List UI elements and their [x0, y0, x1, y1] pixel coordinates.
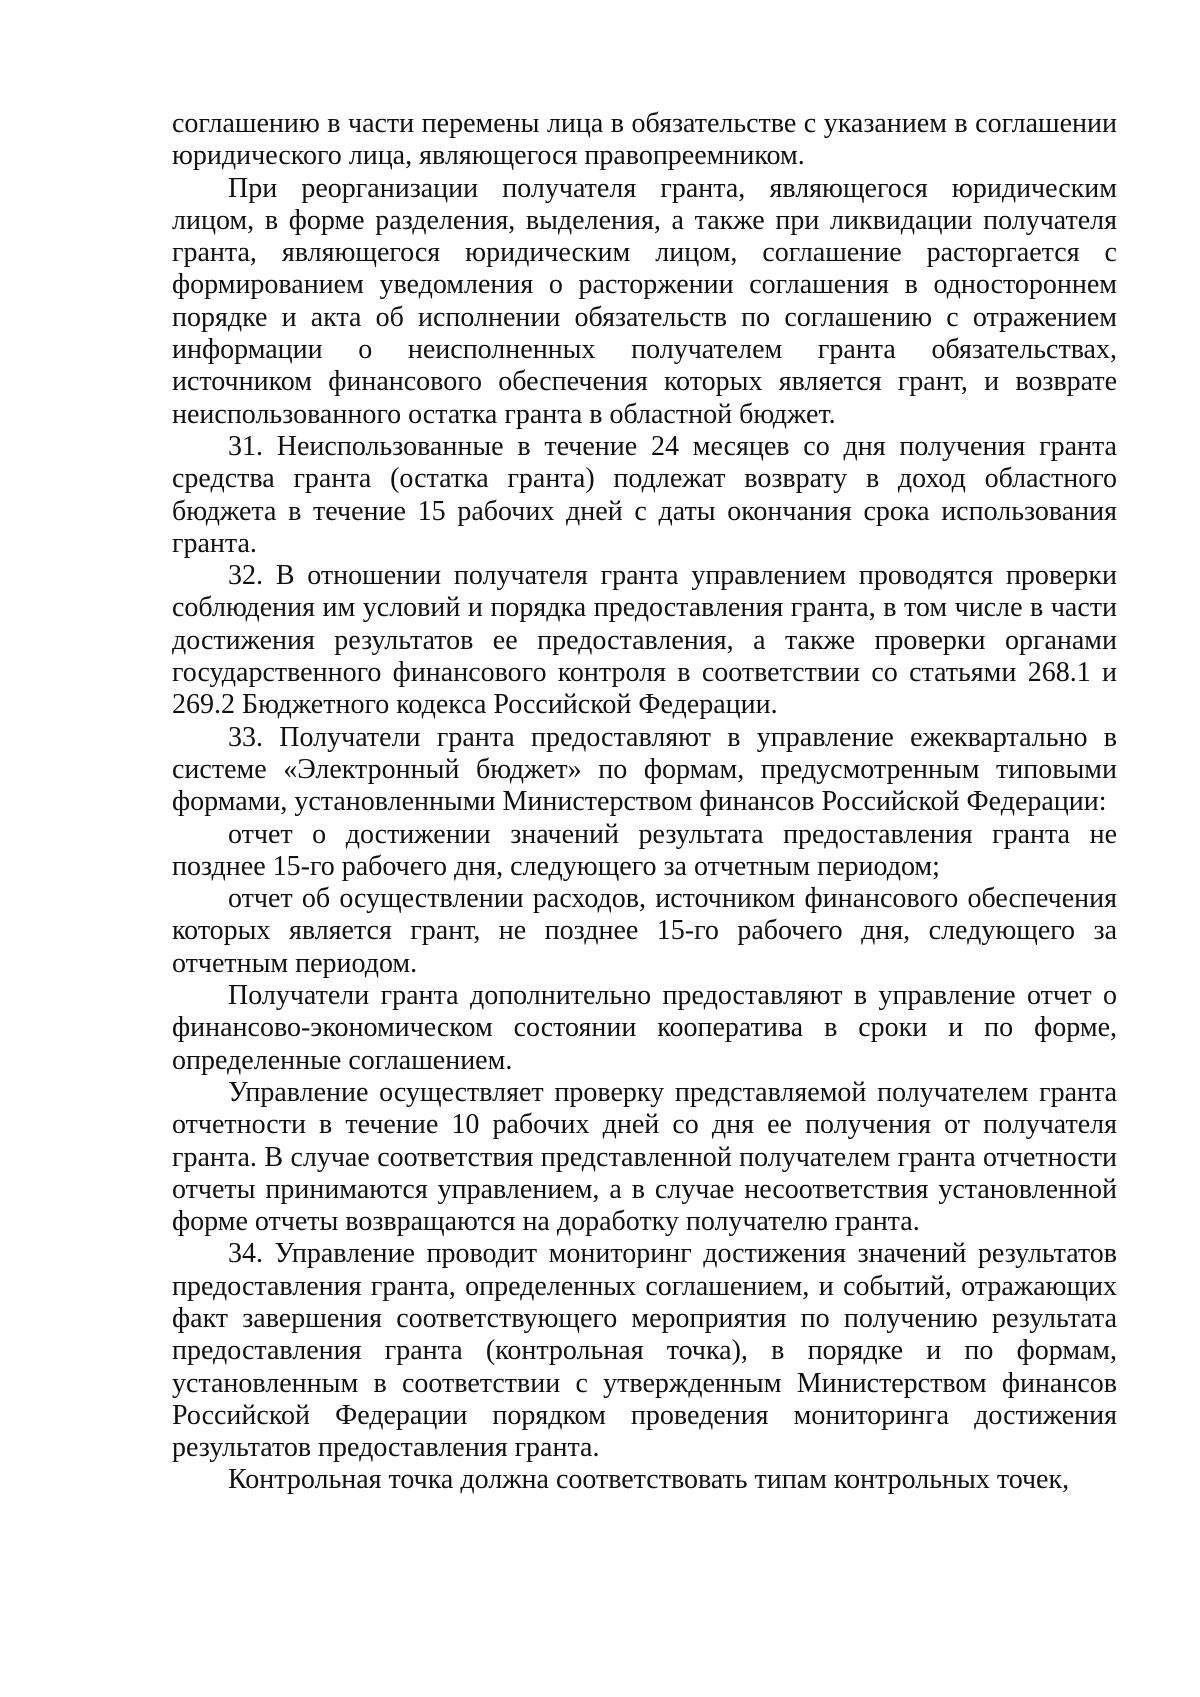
paragraph-report-financial: Получатели гранта дополнительно предоставляют в управление отчет о финансово-экономическом состоянии кооператива в сроки и по форме, определенные соглашением.: [172, 980, 1117, 1076]
paragraph-control-point: Контрольная точка должна соответствовать типам контрольных точек,: [228, 1464, 1070, 1496]
paragraph-item-34: 34. Управление проводит мониторинг достижения значений результатов предоставления гранта, определенных соглашением, и событий, отражающих факт завершения соответствующего мероприятия по получению результата предоставления гранта (контрольная точка), в порядке и по формам, установленным в соответствии с утвержденным Министерством финансов Российской Федерации порядком проведения мониторинга достижения результатов предоставления гранта.: [172, 1238, 1117, 1464]
document-page: [172, 108, 1117, 1497]
paragraph-continuation: соглашению в части перемены лица в обязательстве с указанием в соглашении юридического лица, являющегося правопреемником.: [172, 108, 1117, 172]
paragraph-reorganization: При реорганизации получателя гранта, являющегося юридическим лицом, в форме разделения, выделения, а также при ликвидации получателя гранта, являющегося юридическим лицом, соглашение расторгается с формированием уведомления о расторжении соглашения в одностороннем порядке и акта об исполнении обязательств по соглашению с отражением информации о неисполненных получателем гранта обязательствах, источником финансового обеспечения которых является грант, и возврате неиспользованного остатка гранта в областной бюджет.: [172, 172, 1117, 430]
paragraph-report-expenses: отчет об осуществлении расходов, источником финансового обеспечения которых является грант, не позднее 15-го рабочего дня, следующего за отчетным периодом.: [172, 883, 1117, 979]
paragraph-report-results: отчет о достижении значений результата предоставления гранта не позднее 15-го рабочего дня, следующего за отчетным периодом;: [172, 818, 1117, 882]
paragraph-item-33: 33. Получатели гранта предоставляют в управление ежеквартально в системе «Электронный бюджет» по формам, предусмотренным типовыми формами, установленными Министерством финансов Российской Федерации:: [172, 721, 1117, 818]
paragraph-item-31: 31. Неиспользованные в течение 24 месяцев со дня получения гранта средства гранта (остатка гранта) подлежат возврату в доход областного бюджета в течение 15 рабочих дней с даты окончания срока использования гранта.: [172, 430, 1117, 559]
paragraph-item-32: 32. В отношении получателя гранта управлением проводятся проверки соблюдения им условий и порядка предоставления гранта, в том числе в части достижения результатов ее предоставления, а также проверки органами государственного финансового контроля в соответствии со статьями 268.1 и 269.2 Бюджетного кодекса Российской Федерации.: [172, 560, 1117, 721]
paragraph-report-verification: Управление осуществляет проверку представляемой получателем гранта отчетности в течение 10 рабочих дней со дня ее получения от получателя гранта. В случае соответствия представленной получателем гранта отчетности отчеты принимаются управлением, а в случае несоответствия установленной форме отчеты возвращаются на доработку получателю гранта.: [172, 1076, 1117, 1238]
